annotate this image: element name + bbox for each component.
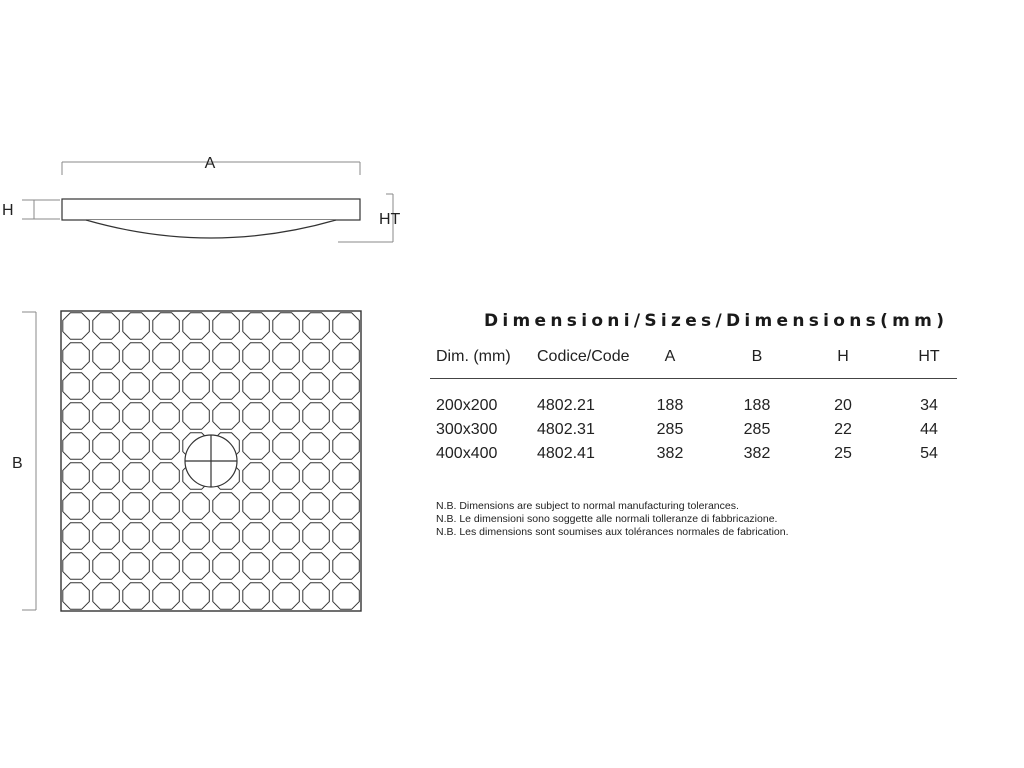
grate-octagon	[183, 583, 210, 610]
header-h: H	[837, 348, 849, 365]
header-divider	[430, 378, 957, 379]
tolerance-notes	[436, 500, 789, 539]
cell-h: 20	[834, 397, 852, 414]
side-dome	[86, 220, 336, 238]
grate-octagon	[333, 373, 360, 400]
grate-octagon	[153, 523, 180, 550]
cell-dim: 300x300	[436, 421, 498, 438]
cell-h: 22	[834, 421, 852, 438]
grate-octagon	[93, 463, 120, 490]
table-title: Dimensioni/Sizes/Dimensions(mm)	[484, 311, 949, 331]
note-en: N.B. Dimensions are subject to normal manufacturing tolerances.	[436, 500, 739, 512]
grate-octagon	[243, 493, 269, 520]
grate-octagon	[93, 313, 120, 340]
label-b: B	[12, 455, 23, 472]
grate-octagon	[123, 463, 150, 490]
grate-octagon	[93, 583, 120, 610]
cell-b: 382	[743, 445, 771, 462]
grate-octagon	[333, 583, 360, 610]
grate-octagon	[333, 463, 360, 490]
cell-code: 4802.21	[537, 397, 595, 414]
grate-octagon	[213, 373, 240, 400]
cell-ht: 54	[920, 445, 938, 462]
grate-octagon	[213, 583, 240, 610]
grate-octagon	[93, 553, 120, 580]
grate-octagon	[273, 463, 300, 490]
grate-octagon	[183, 523, 210, 550]
grate-octagon	[213, 553, 240, 580]
grate-octagon	[183, 553, 210, 580]
grate-octagon	[63, 523, 90, 550]
table-header	[0, 348, 1024, 368]
grate-octagon	[123, 553, 150, 580]
side-view	[22, 162, 393, 242]
cell-b: 188	[743, 397, 771, 414]
table-row	[0, 397, 1024, 417]
grate-octagon	[243, 463, 269, 490]
cell-dim: 400x400	[436, 445, 498, 462]
grate-octagon	[243, 313, 269, 340]
grate-octagon	[303, 553, 330, 580]
grate-octagon	[123, 373, 150, 400]
header-dim: Dim. (mm)	[436, 348, 511, 365]
grate-octagon	[333, 523, 360, 550]
grate-octagon	[63, 583, 90, 610]
grate-octagon	[243, 373, 269, 400]
cell-dim: 200x200	[436, 397, 498, 414]
cell-ht: 44	[920, 421, 938, 438]
grate-octagon	[333, 553, 360, 580]
grate-octagon	[243, 553, 269, 580]
note-it: N.B. Le dimensioni sono soggette alle normali tolleranze di fabbricazione.	[436, 513, 778, 525]
grate-octagon	[123, 493, 150, 520]
grate-octagon	[153, 583, 180, 610]
cell-b: 285	[743, 421, 771, 438]
cell-ht: 34	[920, 397, 938, 414]
grate-octagon	[153, 553, 180, 580]
grate-octagon	[93, 493, 120, 520]
grate-octagon	[183, 373, 210, 400]
grate-octagon	[213, 523, 240, 550]
grate-octagon	[153, 313, 180, 340]
header-ht: HT	[918, 348, 940, 365]
grate-octagon	[93, 523, 120, 550]
header-b: B	[751, 348, 763, 365]
grate-octagon	[303, 493, 330, 520]
grate-octagon	[123, 313, 150, 340]
grate-octagon	[273, 523, 300, 550]
grate-octagon	[153, 373, 180, 400]
cell-code: 4802.41	[537, 445, 595, 462]
grate-octagon	[63, 553, 90, 580]
grate-octagon	[303, 313, 330, 340]
dimension-h-line	[22, 200, 60, 219]
grate-octagon	[303, 373, 330, 400]
label-a: A	[204, 155, 216, 172]
grate-octagon	[303, 523, 330, 550]
grate-octagon	[303, 463, 330, 490]
grate-octagon	[183, 313, 210, 340]
grate-octagon	[93, 373, 120, 400]
grate-octagon	[123, 583, 150, 610]
grate-octagon	[63, 463, 90, 490]
cell-h: 25	[834, 445, 852, 462]
grate-octagon	[63, 373, 90, 400]
grate-octagon	[273, 583, 300, 610]
header-code: Codice/Code	[537, 348, 630, 365]
grate-octagon	[273, 313, 300, 340]
grate-octagon	[213, 493, 240, 520]
cell-a: 188	[656, 397, 684, 414]
table-row	[0, 421, 1024, 441]
grate-octagon	[243, 583, 269, 610]
side-plate	[62, 199, 360, 220]
grate-octagon	[243, 523, 269, 550]
label-ht: HT	[379, 211, 401, 228]
grate-octagon	[273, 373, 300, 400]
header-a: A	[664, 348, 676, 365]
grate-octagon	[213, 313, 240, 340]
grate-octagon	[123, 523, 150, 550]
label-h: H	[2, 202, 14, 219]
grate-octagon	[183, 493, 210, 520]
table-row	[0, 445, 1024, 465]
grate-octagon	[333, 493, 360, 520]
grate-octagon	[273, 493, 300, 520]
grate-octagon	[273, 553, 300, 580]
grate-octagon	[333, 313, 360, 340]
grate-octagon	[153, 463, 180, 490]
cell-code: 4802.31	[537, 421, 595, 438]
grate-octagon	[63, 313, 90, 340]
cell-a: 382	[656, 445, 684, 462]
grate-octagon	[303, 583, 330, 610]
note-fr: N.B. Les dimensions sont soumises aux tolérances normales de fabrication.	[436, 526, 789, 538]
cell-a: 285	[656, 421, 684, 438]
grate-octagon	[63, 493, 90, 520]
grate-octagon	[153, 493, 180, 520]
